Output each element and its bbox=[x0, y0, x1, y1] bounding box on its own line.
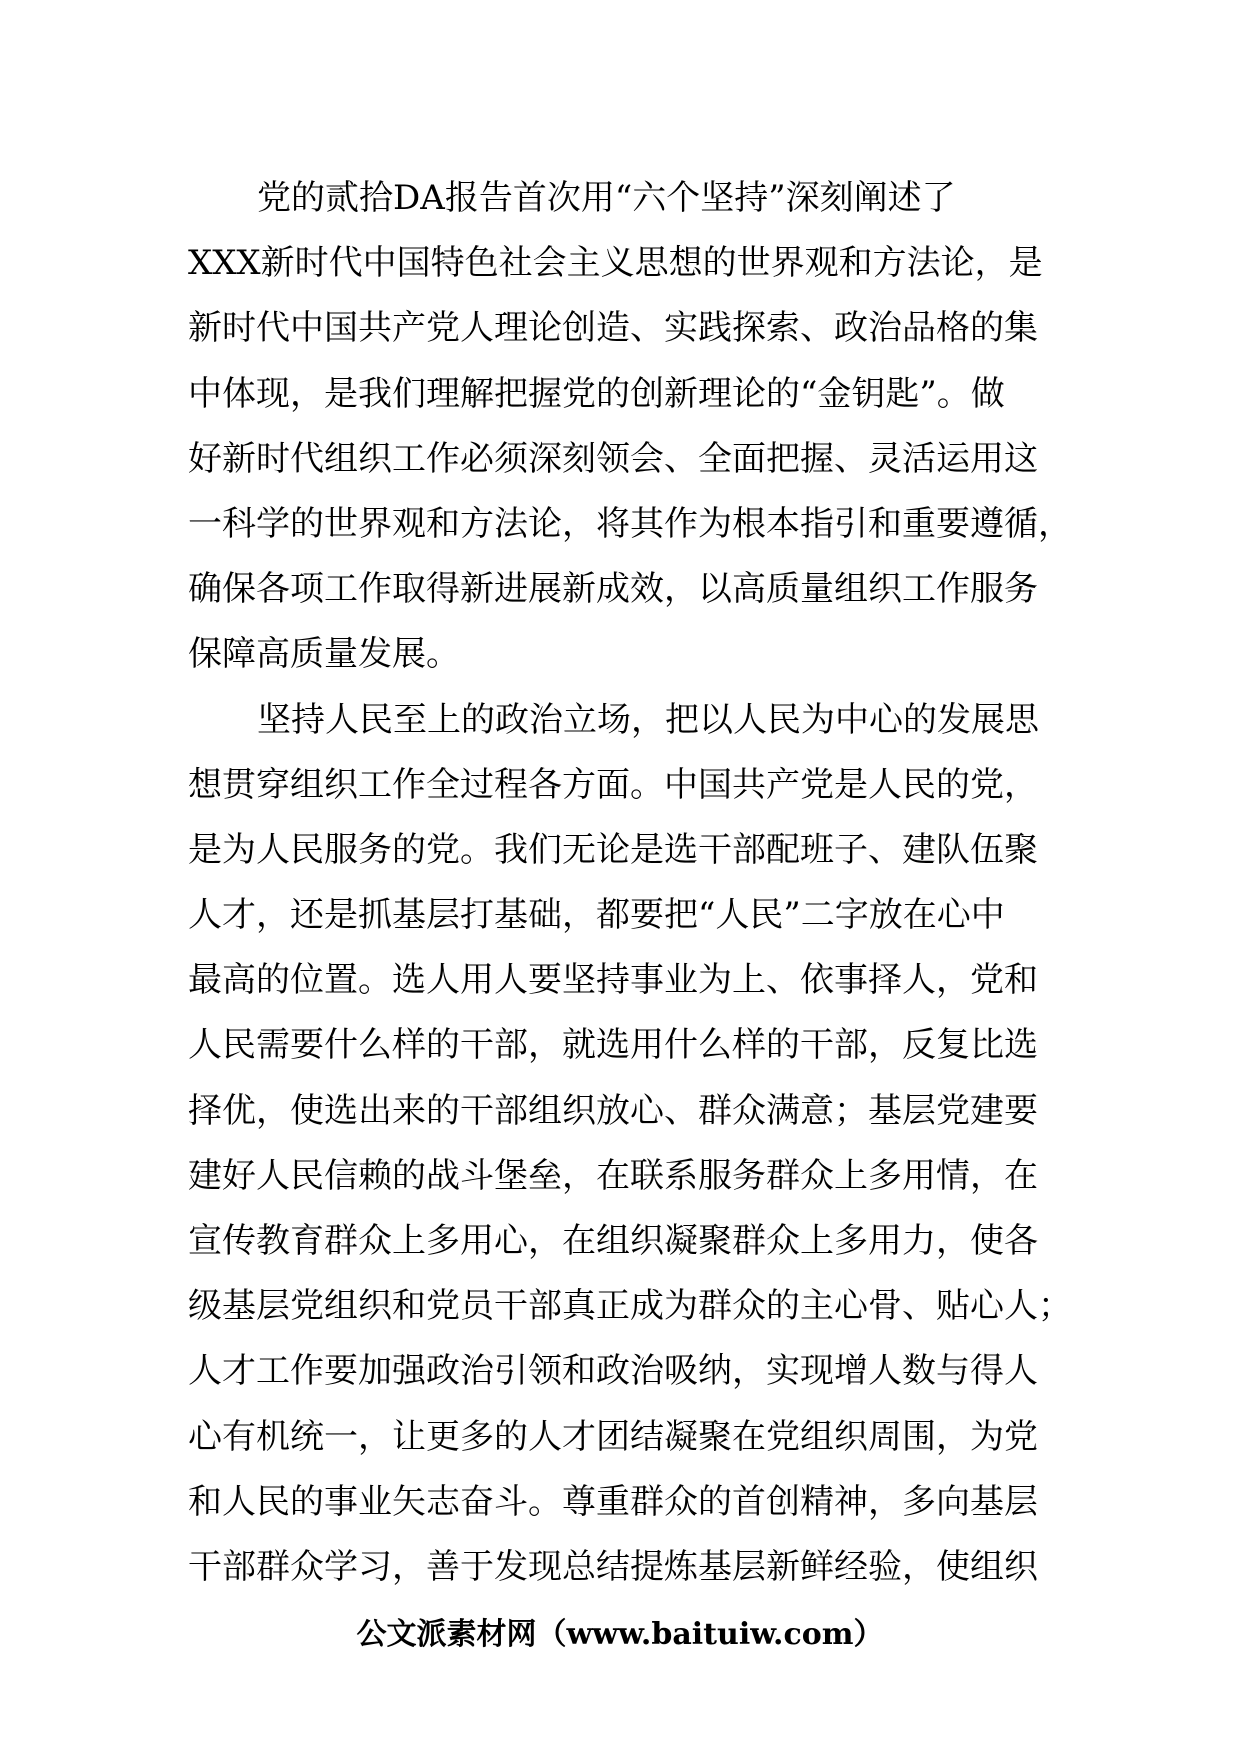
document-body bbox=[188, 166, 1072, 1600]
text-line: 确保各项工作取得新进展新成效，以高质量组织工作服务 bbox=[188, 569, 1038, 610]
text-line: 级基层党组织和党员干部真正成为群众的主心骨、贴心人； bbox=[188, 1286, 1072, 1327]
paragraph-1 bbox=[188, 166, 1072, 688]
text-line: XXX新时代中国特色社会主义思想的世界观和方法论，是 bbox=[188, 243, 1043, 284]
text-line: 保障高质量发展。 bbox=[188, 634, 460, 675]
text-line: 人才，还是抓基层打基础，都要把“人民”二字放在心中 bbox=[188, 895, 1005, 936]
text-line: 是为人民服务的党。我们无论是选干部配班子、建队伍聚 bbox=[188, 829, 1038, 870]
paragraph-2 bbox=[188, 688, 1072, 1601]
text-line: 想贯穿组织工作全过程各方面。中国共产党是人民的党， bbox=[188, 764, 1038, 805]
text-line: 好新时代组织工作必须深刻领会、全面把握、灵活运用这 bbox=[188, 438, 1038, 479]
text-line: 心有机统一，让更多的人才团结凝聚在党组织周围，为党 bbox=[188, 1416, 1038, 1457]
text-line: 中体现，是我们理解把握党的创新理论的“金钥匙”。做 bbox=[188, 373, 1005, 414]
text-line: 建好人民信赖的战斗堡垒，在联系服务群众上多用情，在 bbox=[188, 1155, 1038, 1196]
page-footer: 公文派素材网（www.baituiw.com） bbox=[356, 1617, 884, 1652]
text-line: 和人民的事业矢志奋斗。尊重群众的首创精神，多向基层 bbox=[188, 1481, 1038, 1522]
text-line: 择优，使选出来的干部组织放心、群众满意；基层党建要 bbox=[188, 1090, 1038, 1131]
text-line: 党的贰拾DA报告首次用“六个坚持”深刻阐述了 bbox=[257, 178, 956, 218]
text-line: 人才工作要加强政治引领和政治吸纳，实现增人数与得人 bbox=[188, 1351, 1038, 1392]
text-line: 干部群众学习，善于发现总结提炼基层新鲜经验，使组织 bbox=[188, 1546, 1038, 1587]
text-line: 人民需要什么样的干部，就选用什么样的干部，反复比选 bbox=[188, 1025, 1038, 1066]
text-line: 最高的位置。选人用人要坚持事业为上、依事择人，党和 bbox=[188, 960, 1038, 1001]
text-line: 坚持人民至上的政治立场，把以人民为中心的发展思 bbox=[257, 699, 1039, 740]
text-line: 宣传教育群众上多用心，在组织凝聚群众上多用力，使各 bbox=[188, 1221, 1038, 1261]
text-line: 一科学的世界观和方法论，将其作为根本指引和重要遵循， bbox=[188, 503, 1072, 544]
text-line: 新时代中国共产党人理论创造、实践探索、政治品格的集 bbox=[188, 308, 1038, 349]
